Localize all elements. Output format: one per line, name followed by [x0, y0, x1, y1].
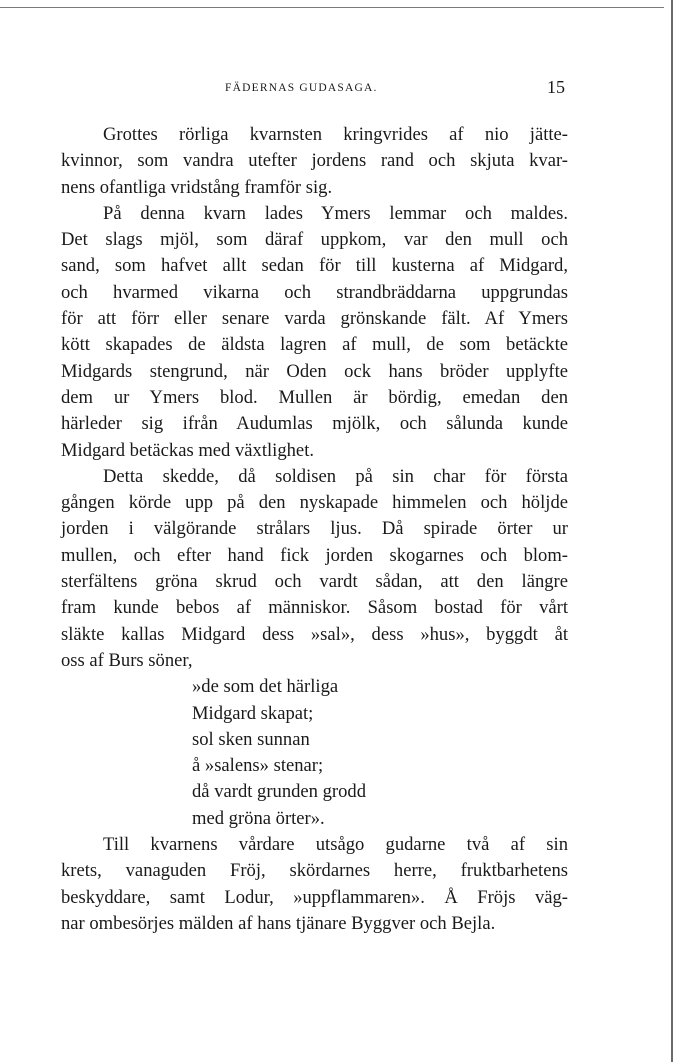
text-line: gången körde upp på den nyskapade himmelen och höljde: [61, 492, 568, 514]
text-line: jorden i välgörande strålars ljus. Då spirade örter ur: [61, 518, 568, 540]
body-text: [61, 122, 568, 937]
verse-line: å »salens» stenar;: [192, 755, 324, 777]
top-border-line: [0, 7, 664, 8]
text-line: kvinnor, som vandra utefter jordens rand och skjuta kvar-: [61, 150, 568, 172]
verse-line: med gröna örter».: [192, 807, 325, 829]
running-title: FÄDERNAS GUDASAGA.: [225, 82, 378, 94]
text-line: för att förr eller senare varda grönskande fält. Af Ymers: [61, 308, 568, 330]
verse-line: »de som det härliga: [192, 676, 339, 698]
text-line: kött skapades de äldsta lagren af mull, de som betäckte: [61, 334, 568, 356]
text-line: oss af Burs söner,: [61, 649, 193, 671]
text-line: fram kunde bebos af människor. Såsom bostad för vårt: [61, 597, 568, 619]
text-line: släkte kallas Midgard dess »sal», dess »hus», byggdt åt: [61, 623, 568, 645]
text-line: och hvarmed vikarna och strandbräddarna uppgrundas: [61, 281, 568, 303]
text-line: beskyddare, samt Lodur, »uppflammaren». Å Fröjs väg-: [61, 886, 568, 908]
text-line: Grottes rörliga kvarnsten kringvrides af nio jätte-: [103, 124, 568, 145]
text-line: dem ur Ymers blod. Mullen är bördig, emedan den: [61, 386, 568, 408]
text-line: härleder sig ifrån Audumlas mjölk, och sålunda kunde: [61, 413, 568, 435]
right-border-line: [671, 0, 673, 1062]
text-line: nens ofantliga vridstång framför sig.: [61, 176, 333, 198]
text-line: Det slags mjöl, som däraf uppkom, var den mull och: [61, 229, 568, 251]
verse-line: då vardt grunden grodd: [192, 781, 367, 803]
verse-line: Midgard skapat;: [192, 702, 314, 724]
text-line: nar ombesörjes mälden af hans tjänare Byggver och Bejla.: [61, 912, 496, 934]
verse-line: sol sken sunnan: [192, 728, 310, 750]
text-line: Midgard betäckas med växtlighet.: [61, 439, 315, 461]
text-line: På denna kvarn lades Ymers lemmar och maldes.: [103, 202, 568, 224]
text-line: sand, som hafvet allt sedan för till kusterna af Midgard,: [61, 255, 568, 277]
text-line: Detta skedde, då soldisen på sin char för första: [103, 465, 568, 487]
text-line: Midgards stengrund, när Oden ock hans bröder upplyfte: [61, 360, 568, 382]
text-line: sterfältens gröna skrud och vardt sådan, att den längre: [61, 571, 568, 593]
text-line: krets, vanaguden Fröj, skördarnes herre, fruktbarhetens: [61, 860, 568, 882]
page-number: 15: [547, 77, 565, 97]
text-line: mullen, och efter hand fick jorden skogarnes och blom-: [61, 544, 568, 566]
text-line: Till kvarnens vårdare utsågo gudarne två af sin: [103, 834, 568, 856]
